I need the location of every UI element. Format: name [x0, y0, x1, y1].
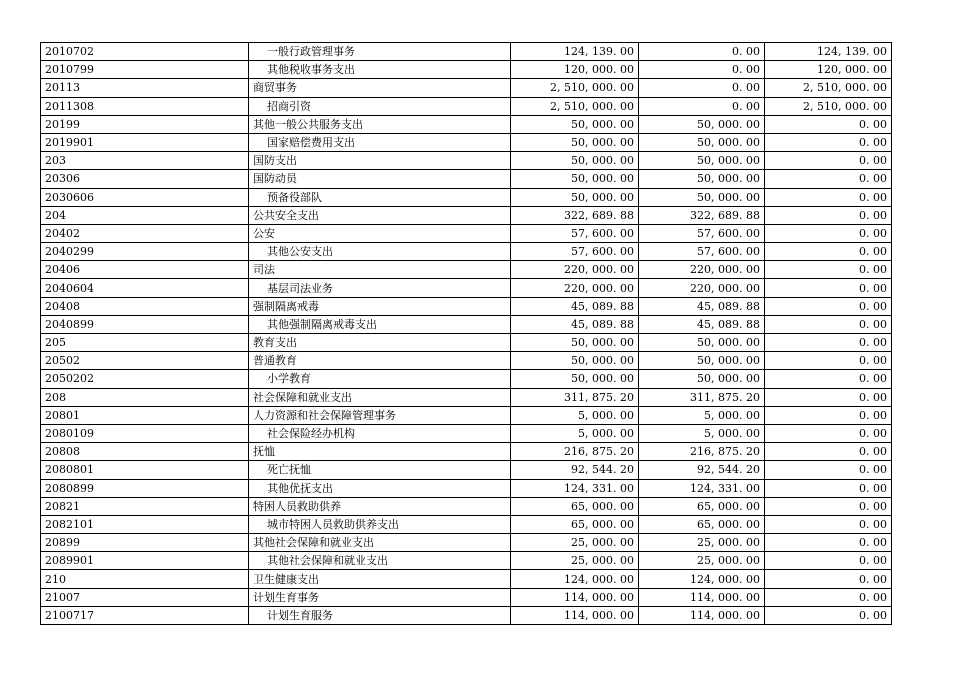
row-basic: 50, 000. 00 — [639, 170, 765, 188]
row-basic: 92, 544. 20 — [639, 461, 765, 479]
budget-table-sheet — [40, 42, 892, 625]
row-project: 0. 00 — [765, 115, 892, 133]
row-total: 311, 875. 20 — [511, 388, 639, 406]
row-code: 2011308 — [41, 97, 249, 115]
row-name: 国防动员 — [249, 170, 511, 188]
row-basic: 25, 000. 00 — [639, 552, 765, 570]
row-code: 208 — [41, 388, 249, 406]
row-code: 2082101 — [41, 515, 249, 533]
row-name: 城市特困人员救助供养支出 — [249, 515, 511, 533]
row-code: 2010702 — [41, 43, 249, 61]
row-code: 210 — [41, 570, 249, 588]
table-row — [41, 406, 892, 424]
row-code: 20502 — [41, 352, 249, 370]
row-total: 57, 600. 00 — [511, 243, 639, 261]
table-row — [41, 43, 892, 61]
row-code: 20821 — [41, 497, 249, 515]
row-name: 计划生育服务 — [249, 606, 511, 624]
row-name: 人力资源和社会保障管理事务 — [249, 406, 511, 424]
row-name: 国家赔偿费用支出 — [249, 133, 511, 151]
row-basic: 220, 000. 00 — [639, 279, 765, 297]
row-total: 50, 000. 00 — [511, 115, 639, 133]
row-basic: 65, 000. 00 — [639, 515, 765, 533]
row-name: 其他税收事务支出 — [249, 61, 511, 79]
row-code: 2080899 — [41, 479, 249, 497]
row-code: 20306 — [41, 170, 249, 188]
row-code: 20801 — [41, 406, 249, 424]
table-row — [41, 224, 892, 242]
row-project: 0. 00 — [765, 152, 892, 170]
row-project: 0. 00 — [765, 206, 892, 224]
table-row — [41, 61, 892, 79]
row-basic: 5, 000. 00 — [639, 424, 765, 442]
row-code: 20402 — [41, 224, 249, 242]
row-total: 5, 000. 00 — [511, 406, 639, 424]
row-project: 0. 00 — [765, 224, 892, 242]
row-project: 0. 00 — [765, 370, 892, 388]
row-name: 其他优抚支出 — [249, 479, 511, 497]
row-name: 社会保障和就业支出 — [249, 388, 511, 406]
row-name: 国防支出 — [249, 152, 511, 170]
row-name: 社会保险经办机构 — [249, 424, 511, 442]
row-total: 50, 000. 00 — [511, 133, 639, 151]
row-total: 65, 000. 00 — [511, 497, 639, 515]
row-code: 2089901 — [41, 552, 249, 570]
row-name: 其他社会保障和就业支出 — [249, 552, 511, 570]
row-project: 0. 00 — [765, 243, 892, 261]
table-row — [41, 352, 892, 370]
table-row — [41, 170, 892, 188]
row-total: 322, 689. 88 — [511, 206, 639, 224]
row-name: 其他强制隔离戒毒支出 — [249, 315, 511, 333]
row-name: 普通教育 — [249, 352, 511, 370]
row-name: 司法 — [249, 261, 511, 279]
row-code: 2040604 — [41, 279, 249, 297]
row-project: 0. 00 — [765, 443, 892, 461]
row-name: 强制隔离戒毒 — [249, 297, 511, 315]
row-basic: 124, 331. 00 — [639, 479, 765, 497]
row-code: 20406 — [41, 261, 249, 279]
row-basic: 50, 000. 00 — [639, 370, 765, 388]
row-total: 114, 000. 00 — [511, 588, 639, 606]
table-row — [41, 79, 892, 97]
row-project: 0. 00 — [765, 170, 892, 188]
row-total: 2, 510, 000. 00 — [511, 97, 639, 115]
row-code: 2019901 — [41, 133, 249, 151]
row-total: 45, 089. 88 — [511, 315, 639, 333]
row-basic: 114, 000. 00 — [639, 588, 765, 606]
row-project: 0. 00 — [765, 497, 892, 515]
row-basic: 216, 875. 20 — [639, 443, 765, 461]
row-total: 50, 000. 00 — [511, 170, 639, 188]
row-total: 50, 000. 00 — [511, 152, 639, 170]
row-basic: 45, 089. 88 — [639, 297, 765, 315]
row-project: 0. 00 — [765, 315, 892, 333]
row-basic: 57, 600. 00 — [639, 224, 765, 242]
row-basic: 50, 000. 00 — [639, 115, 765, 133]
table-row — [41, 261, 892, 279]
row-basic: 50, 000. 00 — [639, 133, 765, 151]
row-code: 20808 — [41, 443, 249, 461]
row-total: 50, 000. 00 — [511, 334, 639, 352]
row-basic: 0. 00 — [639, 61, 765, 79]
row-name: 特困人员救助供养 — [249, 497, 511, 515]
row-total: 124, 139. 00 — [511, 43, 639, 61]
row-project: 0. 00 — [765, 515, 892, 533]
row-total: 65, 000. 00 — [511, 515, 639, 533]
row-project: 120, 000. 00 — [765, 61, 892, 79]
table-row — [41, 570, 892, 588]
table-row — [41, 279, 892, 297]
row-project: 124, 139. 00 — [765, 43, 892, 61]
row-basic: 50, 000. 00 — [639, 352, 765, 370]
row-code: 2030606 — [41, 188, 249, 206]
row-code: 2010799 — [41, 61, 249, 79]
row-code: 20408 — [41, 297, 249, 315]
row-code: 203 — [41, 152, 249, 170]
table-row — [41, 243, 892, 261]
row-basic: 0. 00 — [639, 79, 765, 97]
row-name: 招商引资 — [249, 97, 511, 115]
row-name: 其他社会保障和就业支出 — [249, 534, 511, 552]
row-basic: 0. 00 — [639, 43, 765, 61]
row-code: 2040299 — [41, 243, 249, 261]
table-row — [41, 534, 892, 552]
row-basic: 124, 000. 00 — [639, 570, 765, 588]
row-code: 21007 — [41, 588, 249, 606]
row-project: 2, 510, 000. 00 — [765, 79, 892, 97]
table-row — [41, 515, 892, 533]
budget-table-body — [41, 43, 892, 625]
row-basic: 50, 000. 00 — [639, 188, 765, 206]
table-row — [41, 388, 892, 406]
row-project: 0. 00 — [765, 588, 892, 606]
row-basic: 220, 000. 00 — [639, 261, 765, 279]
budget-table — [40, 42, 892, 625]
row-project: 0. 00 — [765, 261, 892, 279]
row-code: 20113 — [41, 79, 249, 97]
row-name: 其他公安支出 — [249, 243, 511, 261]
row-total: 92, 544. 20 — [511, 461, 639, 479]
table-row — [41, 497, 892, 515]
row-project: 0. 00 — [765, 297, 892, 315]
row-total: 220, 000. 00 — [511, 279, 639, 297]
table-row — [41, 370, 892, 388]
row-name: 抚恤 — [249, 443, 511, 461]
row-total: 57, 600. 00 — [511, 224, 639, 242]
table-row — [41, 424, 892, 442]
row-project: 0. 00 — [765, 133, 892, 151]
row-basic: 114, 000. 00 — [639, 606, 765, 624]
table-row — [41, 133, 892, 151]
table-row — [41, 152, 892, 170]
table-row — [41, 297, 892, 315]
row-code: 2050202 — [41, 370, 249, 388]
row-name: 其他一般公共服务支出 — [249, 115, 511, 133]
row-project: 0. 00 — [765, 188, 892, 206]
row-name: 商贸事务 — [249, 79, 511, 97]
row-name: 预备役部队 — [249, 188, 511, 206]
table-row — [41, 315, 892, 333]
row-basic: 57, 600. 00 — [639, 243, 765, 261]
row-total: 45, 089. 88 — [511, 297, 639, 315]
table-row — [41, 188, 892, 206]
row-total: 5, 000. 00 — [511, 424, 639, 442]
row-code: 2100717 — [41, 606, 249, 624]
table-row — [41, 606, 892, 624]
table-row — [41, 206, 892, 224]
row-code: 20899 — [41, 534, 249, 552]
row-basic: 50, 000. 00 — [639, 152, 765, 170]
table-row — [41, 443, 892, 461]
table-row — [41, 552, 892, 570]
table-row — [41, 461, 892, 479]
row-project: 2, 510, 000. 00 — [765, 97, 892, 115]
row-total: 220, 000. 00 — [511, 261, 639, 279]
row-total: 216, 875. 20 — [511, 443, 639, 461]
table-row — [41, 334, 892, 352]
row-code: 205 — [41, 334, 249, 352]
row-total: 114, 000. 00 — [511, 606, 639, 624]
row-basic: 322, 689. 88 — [639, 206, 765, 224]
table-row — [41, 588, 892, 606]
row-basic: 45, 089. 88 — [639, 315, 765, 333]
row-code: 204 — [41, 206, 249, 224]
row-name: 公安 — [249, 224, 511, 242]
row-name: 小学教育 — [249, 370, 511, 388]
row-project: 0. 00 — [765, 279, 892, 297]
row-total: 50, 000. 00 — [511, 370, 639, 388]
row-total: 25, 000. 00 — [511, 534, 639, 552]
row-project: 0. 00 — [765, 570, 892, 588]
row-code: 2040899 — [41, 315, 249, 333]
row-name: 卫生健康支出 — [249, 570, 511, 588]
row-project: 0. 00 — [765, 552, 892, 570]
row-project: 0. 00 — [765, 334, 892, 352]
row-project: 0. 00 — [765, 388, 892, 406]
row-total: 50, 000. 00 — [511, 188, 639, 206]
row-name: 教育支出 — [249, 334, 511, 352]
row-basic: 50, 000. 00 — [639, 334, 765, 352]
row-total: 25, 000. 00 — [511, 552, 639, 570]
row-code: 2080801 — [41, 461, 249, 479]
row-total: 120, 000. 00 — [511, 61, 639, 79]
row-basic: 0. 00 — [639, 97, 765, 115]
row-name: 一般行政管理事务 — [249, 43, 511, 61]
row-total: 2, 510, 000. 00 — [511, 79, 639, 97]
row-total: 124, 000. 00 — [511, 570, 639, 588]
row-project: 0. 00 — [765, 424, 892, 442]
row-project: 0. 00 — [765, 406, 892, 424]
row-code: 2080109 — [41, 424, 249, 442]
row-project: 0. 00 — [765, 352, 892, 370]
row-name: 计划生育事务 — [249, 588, 511, 606]
table-row — [41, 97, 892, 115]
row-project: 0. 00 — [765, 534, 892, 552]
row-code: 20199 — [41, 115, 249, 133]
table-row — [41, 115, 892, 133]
row-total: 50, 000. 00 — [511, 352, 639, 370]
row-project: 0. 00 — [765, 606, 892, 624]
row-basic: 5, 000. 00 — [639, 406, 765, 424]
row-name: 基层司法业务 — [249, 279, 511, 297]
row-basic: 25, 000. 00 — [639, 534, 765, 552]
row-total: 124, 331. 00 — [511, 479, 639, 497]
row-name: 公共安全支出 — [249, 206, 511, 224]
row-name: 死亡抚恤 — [249, 461, 511, 479]
row-basic: 311, 875. 20 — [639, 388, 765, 406]
row-project: 0. 00 — [765, 461, 892, 479]
table-row — [41, 479, 892, 497]
row-basic: 65, 000. 00 — [639, 497, 765, 515]
row-project: 0. 00 — [765, 479, 892, 497]
